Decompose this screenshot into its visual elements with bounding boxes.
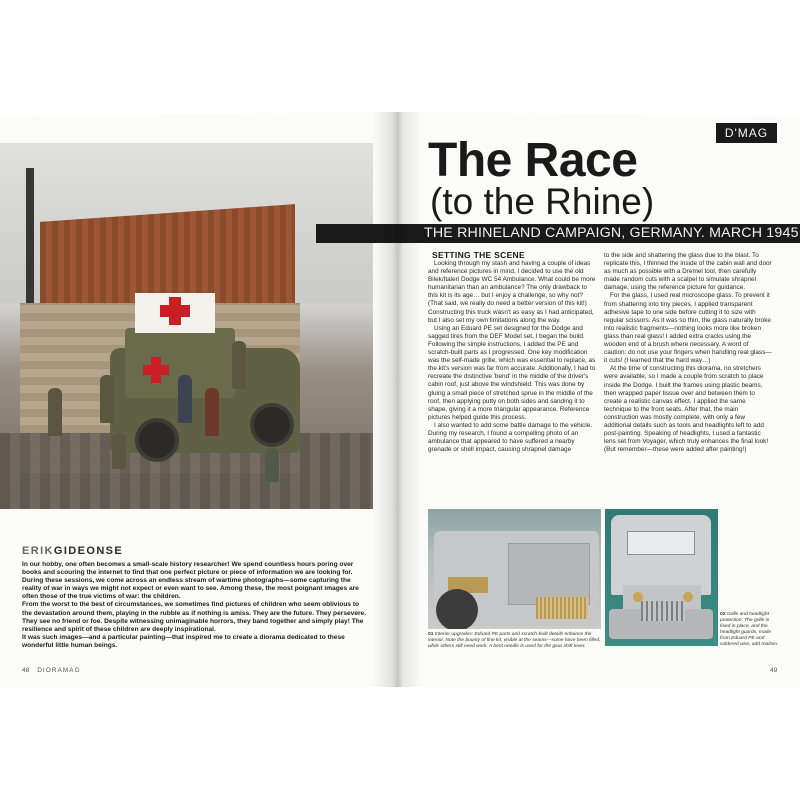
right-folio: 49 — [770, 667, 778, 674]
figure — [178, 375, 192, 423]
caption-text: Interior upgrades: Eduard PE parts and scratch-built details enhance the interior. Note the bounty of fine kit, visible at the seams—some have been filled, while others still need work. A bent needle is used for the gear shift lever. — [428, 632, 601, 649]
body-column-2 — [604, 252, 772, 454]
author-name — [22, 545, 123, 557]
red-cross-icon — [151, 357, 161, 383]
section-heading: SETTING THE SCENE — [432, 250, 525, 260]
truck-wheel — [250, 403, 294, 447]
author-first-name: ERIK — [22, 545, 54, 557]
grille — [641, 601, 685, 621]
body-paragraph: At the time of constructing this diorama, no stretchers were available, so I made a couple from scratch to place inside the Dodge. I built the frames using plastic beams, then wrapped paper tissue over and between them to create a realistic canvas effect. I applied the same technique to the front seats. After that, the main construction was mostly complete, with only a few additional details such as tools and headlights left to add post-painting. Speaking of headlights, I used a fantastic lens set from Voyager, which truly enhances the final look! (But remember—these were added after painting!) — [604, 365, 769, 454]
photo-etch-parts — [536, 597, 588, 619]
windshield — [627, 531, 695, 555]
article-title: The Race — [428, 134, 638, 187]
body-paragraph: to the side and shattering the glass due to the blast. To replicate this, I thinned the inside of the cabin wall and door as much as possible with a Dremel tool, then carefully made random cuts with a scalpel to simulate shrapnel damage, using the reference picture for guidance. — [604, 252, 772, 292]
caption-text: Grille and headlight protection: The grille is fixed in place, and the headlight guards, made from Eduard PE and soldered wire, add realism. — [720, 612, 779, 647]
dateline: THE RHINELAND CAMPAIGN, GERMANY. MARCH 1945 — [424, 225, 799, 241]
cabin-door — [508, 543, 590, 605]
figure — [48, 388, 62, 436]
magazine-logo: D'MAG — [716, 123, 777, 143]
caption-1 — [428, 632, 603, 650]
figure — [100, 375, 114, 423]
headlight — [633, 592, 643, 602]
intro-text — [22, 561, 367, 650]
interior-detail-photo — [428, 509, 601, 629]
truck-cab — [611, 515, 711, 595]
diorama-photo — [0, 143, 373, 509]
body-paragraph: I also wanted to add some battle damage to the vehicle. During my research, I found a compelling photo of an ambulance that appeared to have suffered a nearby grenade or shell impact, causing shrapnel damage — [428, 421, 593, 454]
truck-wheel — [135, 418, 179, 462]
body-paragraph: Looking through my stash and having a couple of ideas and reference pictures in mind, I decided to use the old Bilek/Italeri Dodge WC 54 Ambulance. What could be more humanitarian than an ambulance? The only drawback to this kit is its age… but I enjoy a challenge, so why not? (That said, we really do need a better version of this kit!) Constructing this truck wasn't as easy as I had anticipated, but I also set my own limitations along the way. — [428, 260, 596, 324]
red-cross-icon — [169, 297, 181, 325]
truck-wheel — [436, 589, 478, 629]
figure — [112, 433, 126, 469]
figure — [205, 388, 219, 436]
magazine-name: DIORAMAG — [37, 667, 81, 674]
body-column-1 — [428, 260, 596, 454]
author-last-name: GIDEONSE — [53, 545, 124, 557]
caption-number: 01 — [428, 632, 434, 637]
figure — [265, 448, 279, 482]
article-subtitle: (to the Rhine) — [430, 181, 655, 222]
figure — [232, 341, 246, 389]
intro-paragraph: From the worst to the best of circumstances, we sometimes find pictures of children who seem oblivious to the devastation around them, playing in the rubble as if nothing is amiss. They are the future. They persevere. They see no friend or foe. Despite witnessing unimaginable horrors, they band together and simply play! The resilience and spirit of these children are deeply inspirational. — [22, 601, 367, 633]
body-paragraph: For the glass, I used real microscope glass. To prevent it from shattering into tiny pieces, I applied transparent adhesive tape to one side before cutting it to size with regular scissors. As it was so thin, the glass naturally broke into realistic fragments—nothing looks more like broken glass than real glass! I added extra cracks using the wooden end of a brush where necessary. A word of caution: do not use your fingers when handling real glass—it cuts! (I learned that the hard way…) — [604, 292, 772, 365]
intro-paragraph: In our hobby, one often becomes a small-scale history researcher! We spend countless hours poring over books and scouring the internet to find that one perfect picture or piece of information we are looking for. During these sessions, we come across an endless stream of wartime photographs—some capturing the reality of war in ways we might not expect or even want to see. Among these, the most poignant images are often those of the true victims of war: the children. — [22, 561, 359, 601]
body-paragraph: Using an Eduard PE set designed for the Dodge and sagged tires from the DEF Model set, I began the build. Following the simple instructions, I added the PE and scratch-built parts as I progressed. One key modification was the self-made grille, which was essential to replace, as the kit's version was far from accurate. Additionally, I had to recreate the distinctive 'bend' in the middle of the driver's cabin roof, just above the windshield. This was done by gluing a small piece of stretched sprue in the middle of the roof, then applying putty on both sides and sanding it to shape, giving it a more triangular appearance. Reference pictures helped guide this process. — [428, 324, 596, 421]
grille-detail-photo — [605, 509, 718, 646]
headlight — [683, 592, 693, 602]
caption-number: 02 — [720, 612, 726, 617]
intro-paragraph: It was such images—and a particular painting—that inspired me to create a diorama dedicated to these wonderful little human beings. — [22, 633, 345, 649]
page-number: 48 — [22, 667, 30, 674]
caption-2 — [720, 612, 780, 648]
left-folio — [22, 667, 81, 674]
